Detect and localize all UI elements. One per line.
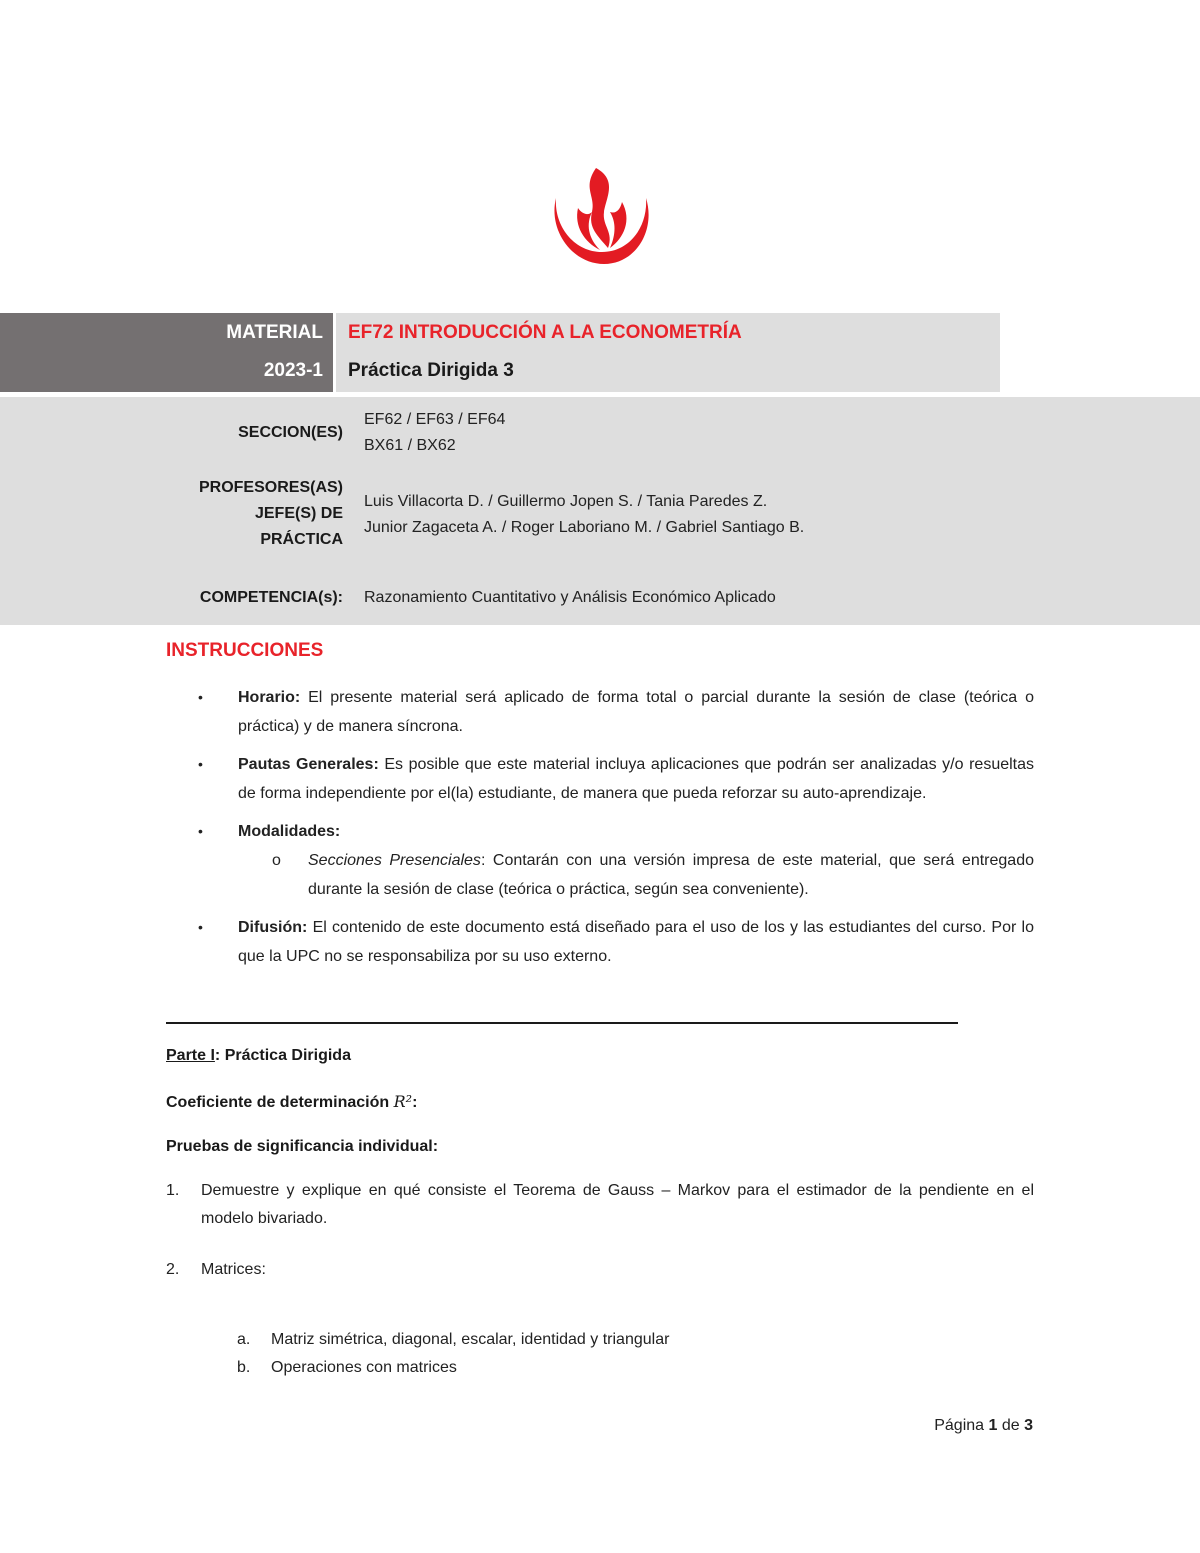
- sub-bullet-icon: o: [272, 852, 281, 869]
- total-pages: 3: [1024, 1417, 1033, 1434]
- secciones-presenciales-label: Secciones Presenciales: [308, 852, 481, 869]
- r-squared-math: R²: [393, 1092, 413, 1111]
- course-info-panel: [0, 397, 1200, 625]
- page-number: [934, 1417, 1033, 1435]
- question-number: 2.: [166, 1261, 180, 1278]
- subquestion-b: [237, 1354, 457, 1382]
- bullet-icon: •: [198, 919, 203, 935]
- section-divider: [166, 1022, 958, 1024]
- upc-logo: [548, 168, 654, 268]
- instructions-list: [198, 683, 1034, 971]
- bullet-icon: •: [198, 689, 203, 705]
- secciones-line-1: EF62 / EF63 / EF64: [364, 411, 506, 428]
- horario-text: El presente material será aplicado de forma total o parcial durante la sesión de clase (teórica o práctica) y de manera síncrona.: [238, 689, 1034, 735]
- profesores-label-2: JEFE(S) DE: [254, 505, 343, 522]
- competencia-label: COMPETENCIA(s):: [199, 589, 343, 606]
- subquestion-text: Matriz simétrica, diagonal, escalar, identidad y triangular: [271, 1331, 670, 1348]
- question-text: Matrices:: [201, 1261, 266, 1278]
- subquestion-a: [237, 1326, 669, 1354]
- question-2: [166, 1256, 1034, 1284]
- list-item-modalidades: [198, 817, 1034, 846]
- subquestion-letter: b.: [237, 1359, 251, 1376]
- part-title: : Práctica Dirigida: [214, 1047, 351, 1064]
- header-right-panel: [336, 313, 1000, 392]
- profesores-label-1: PROFESORES(AS): [198, 479, 343, 496]
- current-page: 1: [988, 1417, 998, 1434]
- pautas-text: Es posible que este material incluya aplicaciones que podrán ser analizadas y/o resueltas de forma independiente por el(la) estudiante, de manera que pueda reforzar su auto-aprendizaje.: [238, 756, 1035, 802]
- secciones-line-2: BX61 / BX62: [364, 437, 456, 454]
- question-text: Demuestre y explique en qué consiste el Teorema de Gauss – Markov para el estimador de la pendiente en el modelo bivariado.: [201, 1182, 1034, 1227]
- bullet-icon: •: [198, 823, 203, 839]
- document-subtitle: Práctica Dirigida 3: [348, 360, 514, 381]
- secciones-label: SECCION(ES): [238, 424, 343, 441]
- instructions-title: INSTRUCCIONES: [166, 640, 324, 661]
- difusion-text: El contenido de este documento está diseñado para el uso de los y las estudiantes del curso. Por lo que la UPC no se responsabiliza por su uso externo.: [238, 919, 1034, 965]
- page-prefix: Página: [934, 1417, 989, 1434]
- part-label: Parte I: [166, 1047, 215, 1064]
- part-heading: [166, 1047, 351, 1065]
- coef-label: Coeficiente de determinación: [166, 1094, 394, 1111]
- coef-colon: :: [412, 1094, 418, 1111]
- profesores-line-1: Luis Villacorta D. / Guillermo Jopen S. / Tania Paredes Z.: [364, 493, 768, 510]
- course-title: EF72 INTRODUCCIÓN A LA ECONOMETRÍA: [348, 322, 742, 343]
- profesores-label-3: PRÁCTICA: [260, 531, 343, 548]
- material-label: MATERIAL: [226, 322, 323, 343]
- question-1: [166, 1177, 1034, 1233]
- subquestion-text: Operaciones con matrices: [271, 1359, 457, 1376]
- competencia-value: Razonamiento Cuantitativo y Análisis Económico Aplicado: [364, 589, 776, 606]
- pruebas-heading: Pruebas de significancia individual:: [166, 1138, 439, 1155]
- horario-label: Horario:: [238, 689, 301, 706]
- list-item-pautas: [198, 750, 1034, 808]
- page-middle: de: [997, 1417, 1025, 1434]
- bullet-icon: •: [198, 756, 203, 772]
- modalidades-label: Modalidades:: [238, 823, 341, 840]
- period-label: 2023-1: [263, 360, 323, 381]
- pautas-label: Pautas Generales:: [238, 756, 379, 773]
- difusion-label: Difusión:: [238, 919, 308, 936]
- profesores-line-2: Junior Zagaceta A. / Roger Laboriano M. / Gabriel Santiago B.: [364, 519, 805, 536]
- subquestion-letter: a.: [237, 1331, 251, 1348]
- header-left-panel: [0, 313, 333, 392]
- secciones-presenciales-text: : Contarán con una versión impresa de este material, que será entregado durante la sesión de clase (teórica o práctica, según sea conveniente).: [308, 852, 1034, 898]
- coef-heading: [166, 1092, 417, 1112]
- list-item-secciones-presenciales: [198, 846, 1034, 904]
- question-number: 1.: [166, 1182, 180, 1199]
- list-item-difusion: [198, 913, 1034, 971]
- list-item-horario: [198, 683, 1034, 741]
